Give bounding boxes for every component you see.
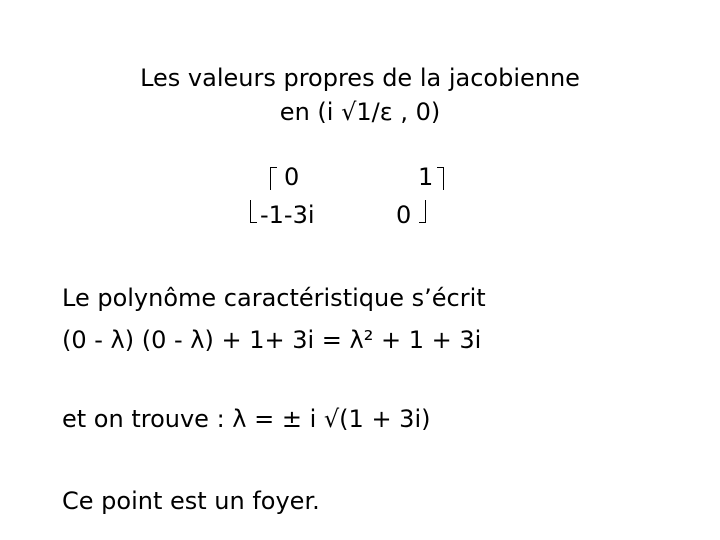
- title-line-2: en (i √1/ε , 0): [279, 98, 441, 126]
- matrix-cell-r2c1: -1-3i: [260, 201, 315, 229]
- conclusion: Ce point est un foyer.: [62, 487, 320, 515]
- matrix-cell-r1c2: 1: [418, 163, 434, 191]
- title-line-1: Les valeurs propres de la jacobienne: [140, 64, 580, 92]
- matrix-bracket-top-right: [437, 167, 444, 190]
- matrix-cell-r2c2: 0: [396, 201, 412, 229]
- polynomial-intro: Le polynôme caractéristique s’écrit: [62, 284, 486, 312]
- eigenvalue-solution: et on trouve : λ = ± i √(1 + 3i): [62, 405, 431, 433]
- matrix-bracket-bottom-left: [250, 200, 257, 223]
- matrix-bracket-bottom-right: [419, 200, 426, 223]
- matrix-cell-r1c1: 0: [284, 163, 300, 191]
- polynomial-equation: (0 - λ) (0 - λ) + 1+ 3i = λ² + 1 + 3i: [62, 326, 482, 354]
- matrix-bracket-top-left: [270, 167, 277, 190]
